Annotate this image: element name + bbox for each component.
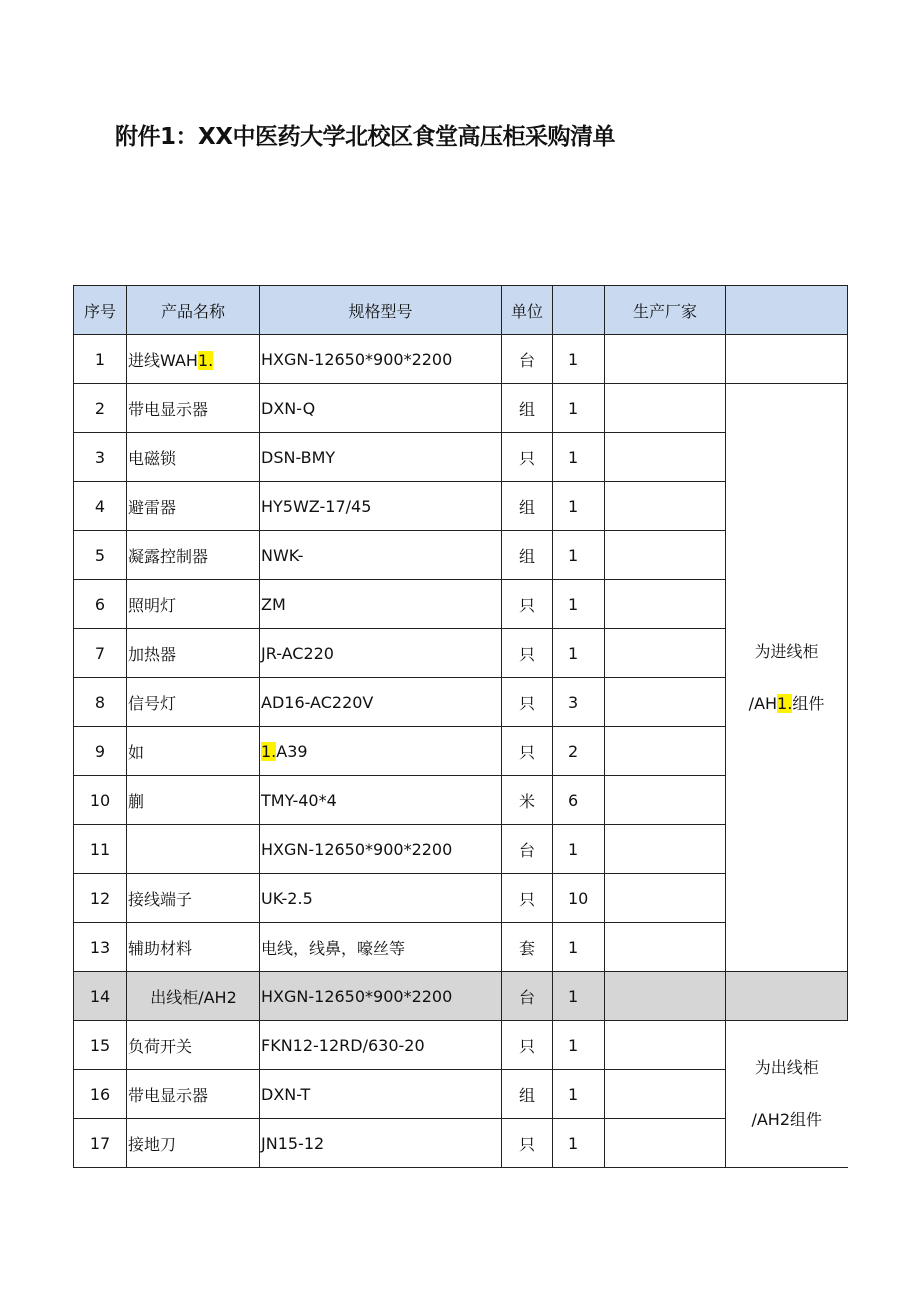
cell-unit: 套	[502, 923, 553, 972]
cell-spec: 电线，线鼻，嚎丝等	[260, 923, 502, 972]
cell-no: 8	[74, 678, 127, 727]
cell-manufacturer	[605, 678, 726, 727]
header-note	[726, 286, 848, 335]
cell-spec: ZM	[260, 580, 502, 629]
cell-unit: 只	[502, 1021, 553, 1070]
cell-manufacturer	[605, 727, 726, 776]
cell-unit: 只	[502, 433, 553, 482]
cell-no: 3	[74, 433, 127, 482]
cell-manufacturer	[605, 874, 726, 923]
cell-unit: 组	[502, 482, 553, 531]
cell-manufacturer	[605, 972, 726, 1021]
cell-manufacturer	[605, 1021, 726, 1070]
group-note-outgoing	[726, 1021, 848, 1168]
cell-qty: 3	[553, 678, 605, 727]
cell-unit: 组	[502, 384, 553, 433]
cell-name: 加热器	[127, 629, 260, 678]
cell-no: 16	[74, 1070, 127, 1119]
cell-unit: 只	[502, 678, 553, 727]
cell-name: 蒯	[127, 776, 260, 825]
cell-unit: 台	[502, 335, 553, 384]
cell-name: 接线端子	[127, 874, 260, 923]
cell-spec: DXN-T	[260, 1070, 502, 1119]
cell-qty: 1	[553, 972, 605, 1021]
table-header-row	[74, 286, 848, 335]
header-qty	[553, 286, 605, 335]
cell-qty: 1	[553, 1070, 605, 1119]
cell-name-highlight: 1.	[197, 350, 214, 370]
header-unit: 单位	[502, 286, 553, 335]
cell-no: 9	[74, 727, 127, 776]
cell-qty: 6	[553, 776, 605, 825]
cell-no: 5	[74, 531, 127, 580]
cell-manufacturer	[605, 335, 726, 384]
cell-note	[726, 972, 848, 1021]
cell-no: 4	[74, 482, 127, 531]
cell-manufacturer	[605, 433, 726, 482]
note-text-highlight: 1.	[777, 693, 793, 713]
header-spec: 规格型号	[260, 286, 502, 335]
cell-spec: UK-2.5	[260, 874, 502, 923]
header-manufacturer: 生产厂家	[605, 286, 726, 335]
cell-unit: 只	[502, 1119, 553, 1168]
cell-spec: JR-AC220	[260, 629, 502, 678]
cell-name: 凝露控制器	[127, 531, 260, 580]
cell-name: 负荷开关	[127, 1021, 260, 1070]
cell-no: 17	[74, 1119, 127, 1168]
cell-unit: 组	[502, 1070, 553, 1119]
note-text-post: 组件	[792, 693, 825, 713]
cell-unit: 台	[502, 825, 553, 874]
cell-no: 6	[74, 580, 127, 629]
cell-spec: HXGN-12650*900*2200	[260, 825, 502, 874]
header-name: 产品名称	[127, 286, 260, 335]
cell-spec: HXGN-12650*900*2200	[260, 335, 502, 384]
cell-no: 7	[74, 629, 127, 678]
cell-name: 避雷器	[127, 482, 260, 531]
cell-unit: 只	[502, 629, 553, 678]
cell-qty: 1	[553, 335, 605, 384]
cell-spec: HXGN-12650*900*2200	[260, 972, 502, 1021]
table-row	[74, 335, 848, 384]
cell-qty: 10	[553, 874, 605, 923]
cell-no: 2	[74, 384, 127, 433]
cell-manufacturer	[605, 629, 726, 678]
cell-name: 接地刀	[127, 1119, 260, 1168]
table-row	[74, 1021, 848, 1070]
cell-name: 照明灯	[127, 580, 260, 629]
cell-name: 如	[127, 727, 260, 776]
cell-spec	[260, 727, 502, 776]
cell-name: 出线柜/AH2	[127, 972, 260, 1021]
cell-spec: FKN12-12RD/630-20	[260, 1021, 502, 1070]
group-note-outgoing-line1: 为出线柜	[754, 1058, 819, 1077]
group-note-outgoing-line2: /AH2组件	[751, 1110, 823, 1129]
cell-manufacturer	[605, 776, 726, 825]
cell-spec: HY5WZ-17/45	[260, 482, 502, 531]
cell-unit: 只	[502, 874, 553, 923]
cell-unit: 台	[502, 972, 553, 1021]
cell-qty: 1	[553, 433, 605, 482]
cell-no: 1	[74, 335, 127, 384]
cell-manufacturer	[605, 580, 726, 629]
cell-qty: 1	[553, 923, 605, 972]
cell-unit: 只	[502, 727, 553, 776]
cell-spec-highlight: 1.	[261, 741, 277, 761]
cell-spec: AD16-AC220V	[260, 678, 502, 727]
group-note-incoming	[726, 384, 848, 972]
note-text-pre: /AH	[748, 693, 778, 713]
cell-qty: 1	[553, 580, 605, 629]
group-note-incoming-line2	[726, 678, 847, 730]
header-no: 序号	[74, 286, 127, 335]
cell-manufacturer	[605, 1119, 726, 1168]
cell-manufacturer	[605, 531, 726, 580]
cell-name: 电磁锁	[127, 433, 260, 482]
cell-spec: TMY-40*4	[260, 776, 502, 825]
cell-qty: 2	[553, 727, 605, 776]
cell-qty: 1	[553, 384, 605, 433]
cell-note	[726, 335, 848, 384]
cell-unit: 米	[502, 776, 553, 825]
procurement-table	[73, 285, 848, 1168]
cell-spec: DSN-BMY	[260, 433, 502, 482]
cell-spec: JN15-12	[260, 1119, 502, 1168]
cell-no: 10	[74, 776, 127, 825]
cell-unit: 只	[502, 580, 553, 629]
cell-qty: 1	[553, 531, 605, 580]
group-note-incoming-line1: 为进线柜	[754, 641, 819, 661]
cell-unit: 组	[502, 531, 553, 580]
cell-qty: 1	[553, 825, 605, 874]
cell-spec: DXN-Q	[260, 384, 502, 433]
cell-no: 11	[74, 825, 127, 874]
cell-manufacturer	[605, 825, 726, 874]
cell-name: 信号灯	[127, 678, 260, 727]
cell-qty: 1	[553, 629, 605, 678]
table-row	[74, 384, 848, 433]
document-title: 附件1：XX中医药大学北校区食堂高压柜采购清单	[115, 124, 615, 150]
cell-qty: 1	[553, 1119, 605, 1168]
cell-name-text: 进线WAH	[128, 350, 198, 370]
cell-spec: NWK-	[260, 531, 502, 580]
cell-name: 带电显示器	[127, 384, 260, 433]
table-row-outgoing-cabinet	[74, 972, 848, 1021]
cell-manufacturer	[605, 1070, 726, 1119]
cell-qty: 1	[553, 1021, 605, 1070]
cell-spec-text: A39	[276, 741, 308, 761]
cell-no: 15	[74, 1021, 127, 1070]
cell-manufacturer	[605, 384, 726, 433]
cell-name: 带电显示器	[127, 1070, 260, 1119]
cell-name	[127, 335, 260, 384]
cell-no: 13	[74, 923, 127, 972]
cell-name: 辅助材料	[127, 923, 260, 972]
cell-manufacturer	[605, 923, 726, 972]
cell-name	[127, 825, 260, 874]
cell-no: 14	[74, 972, 127, 1021]
cell-manufacturer	[605, 482, 726, 531]
cell-no: 12	[74, 874, 127, 923]
cell-qty: 1	[553, 482, 605, 531]
